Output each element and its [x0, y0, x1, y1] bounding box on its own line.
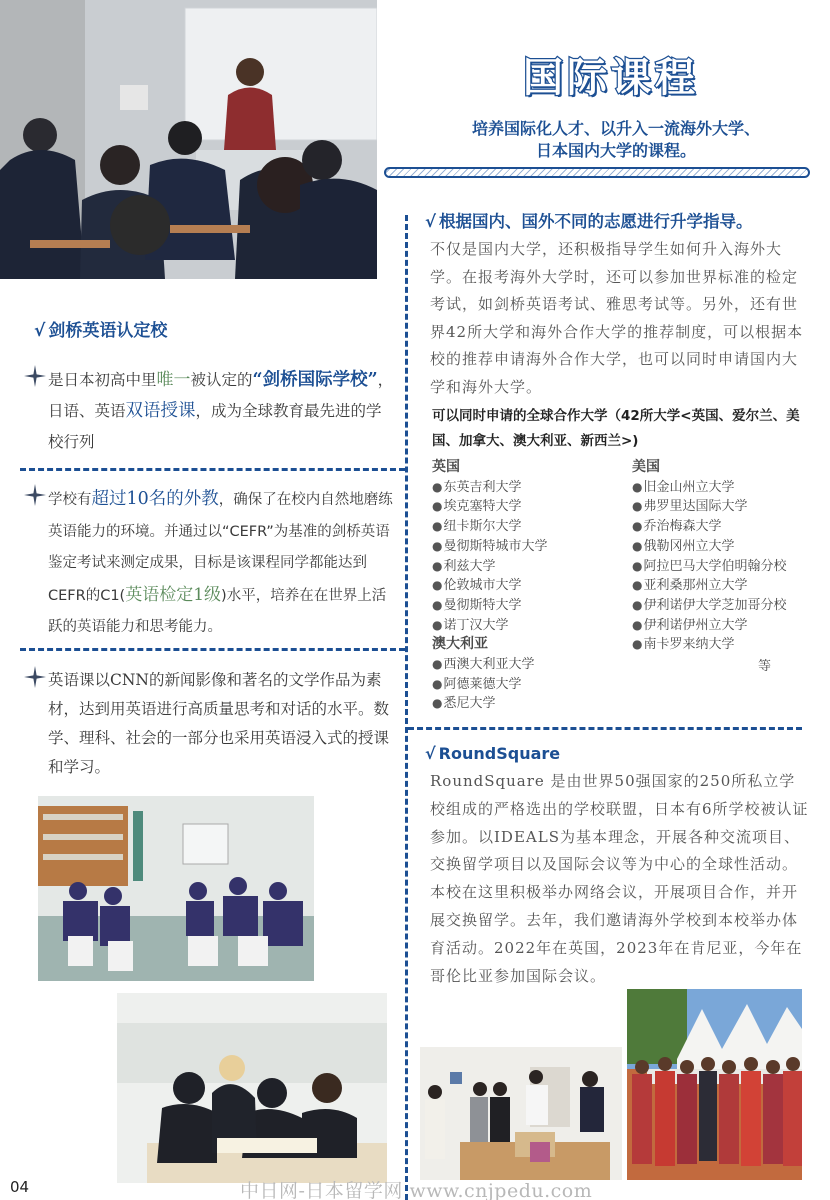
section-title-text: 剑桥英语认定校: [48, 321, 168, 341]
list-item: ●南卡罗来纳大学: [632, 637, 735, 653]
section-title-text: RoundSquare: [438, 744, 561, 763]
bullet-dot-icon: ●: [432, 696, 443, 711]
etc-label: 等: [758, 659, 772, 674]
roundsquare-paragraph: RoundSquare 是由世界50强国家的250所私立学校组成的严格选出的学校联盟，日本有6所学校被认证参加。以IDEALS为基本理念，开展各种交流项目、交换留学项目以及国际会议等为中心的全球性活动。本校在这里积极举办网络会议，开展项目合作，并开展交换留学。去年，我们邀请海外学校到本校举办体育活动。2022年在英国，2023年在肯尼亚，今年在哥伦比亚参加国际会议。: [430, 772, 809, 985]
bullet-dot-icon: ●: [632, 637, 643, 652]
section-title-text: 根据国内、国外不同的志愿进行升学指导。: [439, 212, 753, 231]
partner-universities-title: 可以同时申请的全球合作大学（42所大学<英国、爱尔兰、美国、加拿大、澳大利亚、新西兰>): [432, 408, 800, 449]
guidance-paragraph: 不仅是国内大学，还积极指导学生如何升入海外大学。在报考海外大学时，还可以参加世界标准的检定考试，如剑桥英语考试、雅思考试等。另外，还有世界42所大学和海外合作大学的推荐制度，可以根据本校的推荐申请海外合作大学，也可以同时申请国内大学和海外大学。: [430, 240, 804, 396]
vertical-dashed-divider: [405, 215, 408, 1200]
decorative-wave-divider: [384, 167, 810, 178]
list-item: ●纽卡斯尔大学: [432, 519, 522, 535]
list-item: ●东英吉利大学: [432, 479, 522, 495]
watermark: 中日网-日本留学网 www.cnjpedu.com: [240, 1180, 593, 1200]
bullet-dot-icon: ●: [632, 558, 643, 573]
bullet-dot-icon: ●: [632, 519, 643, 534]
list-item: ●俄勒冈州立大学: [632, 538, 735, 554]
list-item: ●弗罗里达国际大学: [632, 499, 748, 515]
list-item: ●利兹大学: [432, 558, 496, 574]
section-title-cambridge: [34, 316, 167, 341]
bullet-text: 被认定的: [190, 371, 253, 389]
bullet-dot-icon: ●: [432, 617, 443, 632]
bullet-dot-icon: ●: [432, 597, 443, 612]
bullet-dot-icon: ●: [432, 676, 443, 691]
bullet-dot-icon: ●: [432, 578, 443, 593]
page-number: 04: [10, 1178, 30, 1196]
country-label: 澳大利亚: [432, 636, 488, 653]
list-item: ●旧金山州立大学: [632, 479, 735, 495]
list-item: ●曼彻斯特大学: [432, 597, 522, 613]
list-item: ●乔治梅森大学: [632, 519, 722, 535]
section-title-guidance: [425, 208, 753, 232]
bullet-dot-icon: ●: [632, 499, 643, 514]
bullet-item: [24, 365, 396, 458]
horizontal-dashed-divider: [408, 727, 802, 730]
page-subtitle: [420, 118, 812, 162]
library-session-photo: [38, 796, 314, 981]
bullet-dot-icon: ●: [432, 499, 443, 514]
bullet-dot-icon: ●: [632, 479, 643, 494]
highlight-text: 英语检定1级: [125, 584, 222, 605]
list-item: ●伊利诺伊大学芝加哥分校: [632, 597, 787, 613]
bullet-dot-icon: ●: [632, 617, 643, 632]
sparkle-icon: [24, 666, 46, 688]
bullet-text: ，确保了在校内自然地磨练英语能力的环境。并通过以“CEFR”为基准的剑桥英语鉴定考试来测定成果，目标是该课程同学都能达到CEFR的C1(: [48, 492, 393, 604]
subtitle-line-2: 日本国内大学的课程。: [535, 141, 696, 160]
country-label: 英国: [432, 459, 460, 475]
sparkle-icon: [24, 484, 46, 506]
list-item: ●伦敦城市大学: [432, 578, 522, 594]
page-title-text: 国际课程: [523, 54, 699, 101]
list-item: ●伊利诺伊州立大学: [632, 617, 748, 633]
list-item: ●阿拉巴马大学伯明翰分校: [632, 558, 787, 574]
uni-column-right: [632, 458, 822, 655]
students-study-photo: [117, 993, 387, 1183]
check-icon: √: [425, 744, 436, 763]
list-item: ●阿德莱德大学: [432, 676, 522, 692]
bullet-text: 是日本初高中里: [48, 371, 157, 389]
bullet-text: )水平，培养在在世界上活跃的英语能力和思考能力。: [48, 587, 387, 635]
bullet-text: ，成为全球教育最先进的学校行列: [48, 402, 382, 451]
page-title: [518, 50, 704, 101]
bullet-dot-icon: ●: [432, 479, 443, 494]
subtitle-line-1: 培养国际化人才、以升入一流海外大学、: [471, 119, 760, 138]
check-icon: √: [34, 321, 46, 341]
bullet-dot-icon: ●: [432, 519, 443, 534]
list-item: ●悉尼大学: [432, 696, 496, 712]
horizontal-dashed-divider: [20, 648, 405, 651]
bullet-dot-icon: ●: [432, 538, 443, 553]
bullet-text: ，日语、英语: [48, 371, 394, 420]
country-label: 美国: [632, 459, 660, 475]
bullet-item: [24, 666, 396, 782]
bullet-item: [24, 484, 396, 644]
bullet-dot-icon: ●: [632, 538, 643, 553]
check-icon: √: [425, 212, 437, 231]
list-item: ●埃克塞特大学: [432, 499, 522, 515]
international-conference-photo: [627, 989, 802, 1180]
highlight-text: 超过10名的外教: [91, 489, 219, 509]
list-item: ●曼彻斯特城市大学: [432, 538, 548, 554]
bullet-dot-icon: ●: [632, 578, 643, 593]
list-item: ●亚利桑那州立大学: [632, 578, 748, 594]
bullet-text: 英语课以CNN的新闻影像和著名的文学作品为素材，达到用英语进行高质量思考和对话的水平。数学、理科、社会的一部分也采用英语浸入式的授课和学习。: [48, 671, 390, 776]
bullet-text: 学校有: [48, 492, 92, 508]
bullet-dot-icon: ●: [432, 657, 443, 672]
classroom-photo: [0, 0, 377, 279]
bullet-dot-icon: ●: [632, 597, 643, 612]
list-item: ●西澳大利亚大学: [432, 657, 535, 673]
highlight-text: “剑桥国际学校”: [252, 370, 378, 390]
highlight-text: 唯一: [156, 370, 191, 390]
sparkle-icon: [24, 365, 46, 387]
section-title-roundsquare: [425, 744, 560, 763]
bullet-dot-icon: ●: [432, 558, 443, 573]
uni-column-left: [432, 458, 622, 714]
horizontal-dashed-divider: [20, 468, 405, 471]
highlight-text: 双语授课: [125, 401, 196, 421]
exchange-workshop-photo: [420, 1047, 622, 1180]
list-item: ●诺丁汉大学: [432, 617, 509, 633]
